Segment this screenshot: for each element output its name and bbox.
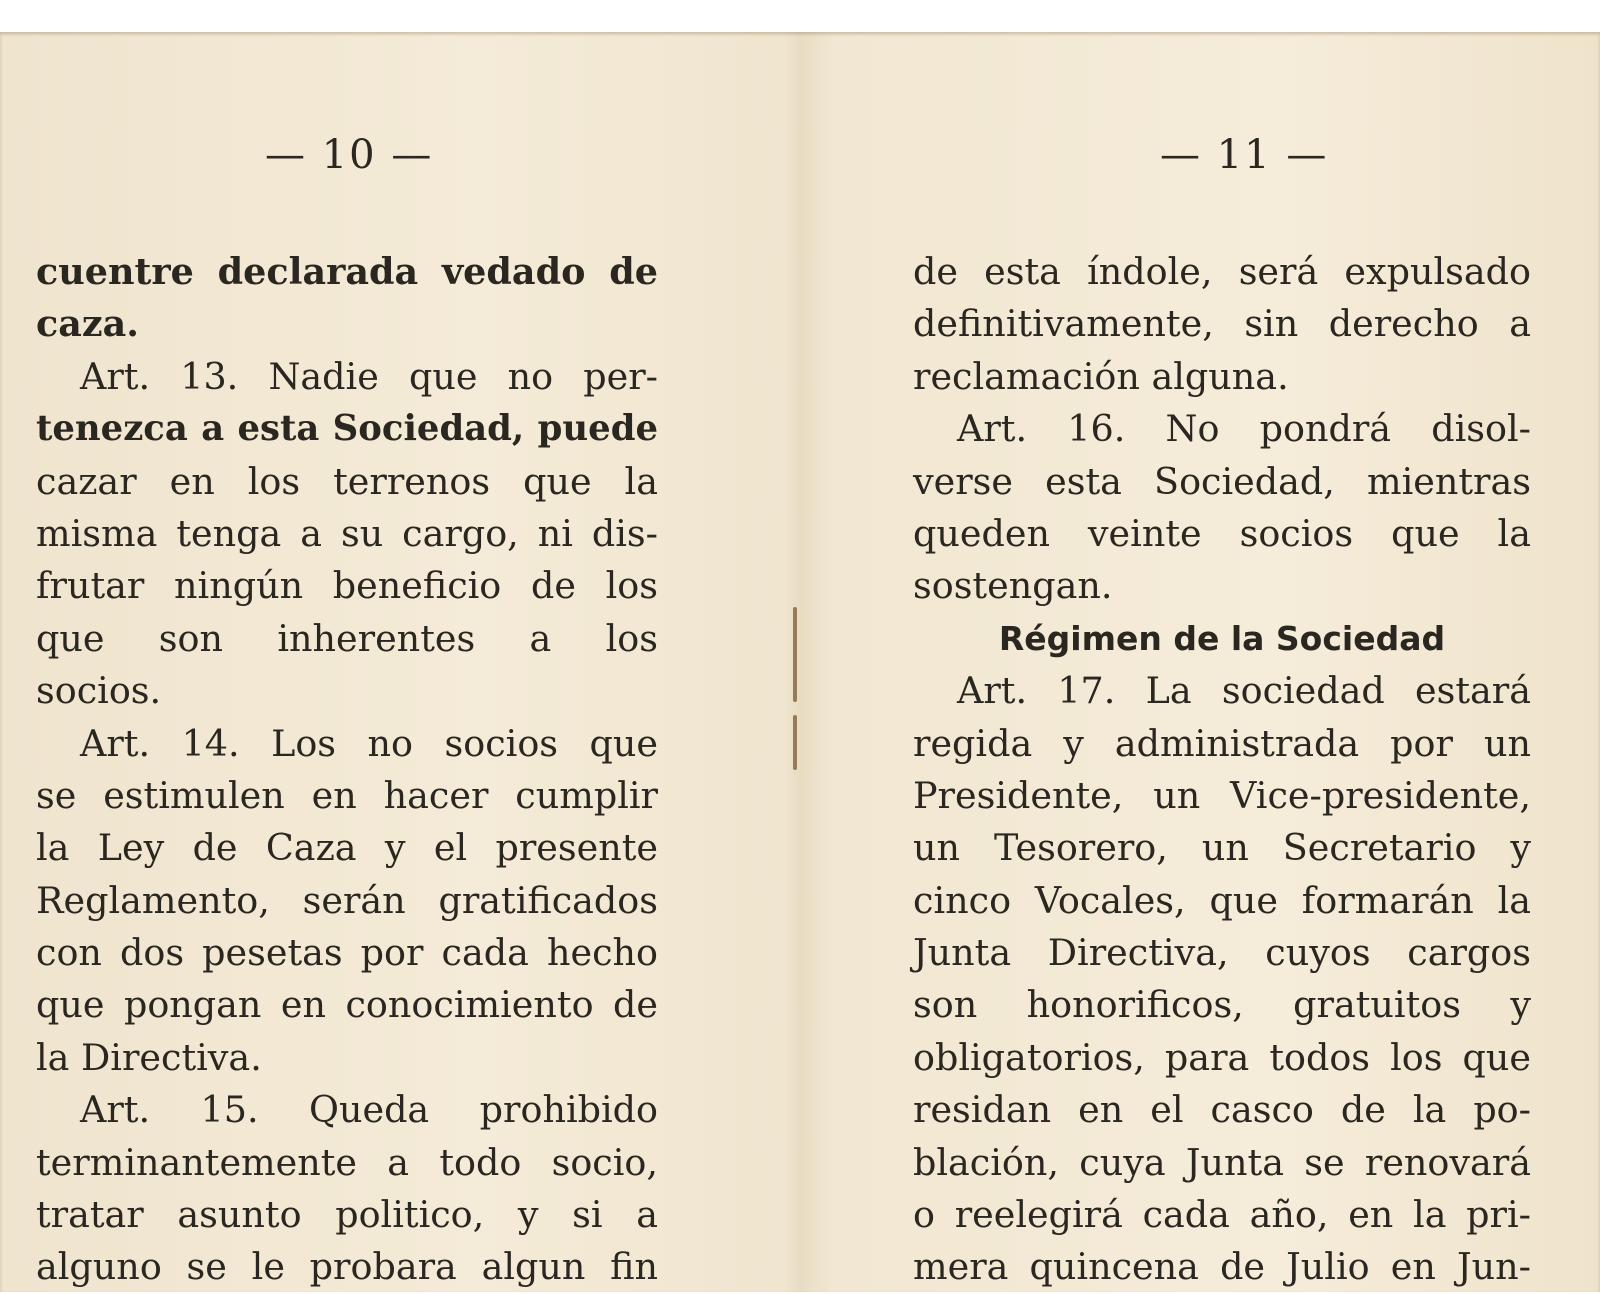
text-line: o reelegirá cada año, en la pri-	[913, 1193, 1531, 1237]
text-line: tenezca a esta Sociedad, puede	[36, 408, 658, 450]
left-page-number: — 10 —	[265, 132, 434, 178]
text-line: regida y administrada por un	[913, 721, 1531, 765]
text-line: alguno se le probara algun fin	[36, 1245, 658, 1289]
article-14-start: Art. 14. Los no socios que	[80, 721, 658, 765]
text-line: Presidente, un Vice-presidente,	[913, 773, 1531, 817]
text-line: obligatorios, para todos los que	[913, 1035, 1531, 1079]
text-line: la Ley de Caza y el presente	[36, 826, 658, 870]
text-line: que son inherentes a los	[36, 616, 658, 660]
article-16-start: Art. 16. No pondrá disol-	[957, 407, 1531, 451]
text-line: que pongan en conocimiento de	[36, 983, 658, 1027]
text-line: sostengan.	[913, 564, 1113, 608]
text-line: tratar asunto politico, y si a	[36, 1193, 658, 1237]
article-17-start: Art. 17. La sociedad estará	[957, 669, 1531, 713]
text-line: terminantemente a todo socio,	[36, 1140, 658, 1184]
text-line: Junta Directiva, cuyos cargos	[913, 931, 1531, 975]
text-line: frutar ningún beneficio de los	[36, 564, 658, 608]
text-line: residan en el casco de la po-	[913, 1088, 1531, 1132]
right-page	[800, 32, 1600, 1292]
text-line: son honorificos, gratuitos y	[913, 983, 1531, 1027]
text-line: socios.	[36, 669, 162, 713]
staple-mark	[793, 715, 797, 770]
article-13-start: Art. 13. Nadie que no per-	[80, 354, 658, 398]
text-line: misma tenga a su cargo, ni dis-	[36, 511, 658, 555]
text-line: definitivamente, sin derecho a	[913, 302, 1531, 346]
section-heading: Régimen de la Sociedad	[998, 618, 1446, 658]
right-page-text	[913, 246, 1531, 1294]
text-line: cinco Vocales, que formarán la	[913, 878, 1531, 922]
text-line: cuentre declarada vedado de	[36, 250, 658, 293]
text-line: Reglamento, serán gratificados	[36, 878, 658, 922]
text-line: se estimulen en hacer cumplir	[36, 773, 658, 817]
text-line: de esta índole, será expulsado	[913, 250, 1531, 293]
text-line: reclamación alguna.	[913, 354, 1289, 398]
text-line: caza.	[36, 302, 139, 346]
text-line: cazar en los terrenos que la	[36, 459, 658, 503]
text-line: queden veinte socios que la	[913, 511, 1531, 555]
text-line: blación, cuya Junta se renovará	[913, 1140, 1531, 1184]
left-page-text	[36, 246, 658, 1294]
text-line: con dos pesetas por cada hecho	[36, 931, 658, 975]
staple-mark	[793, 607, 797, 702]
text-line: un Tesorero, un Secretario y	[913, 826, 1531, 870]
booklet-spread	[0, 32, 1600, 1292]
text-line: verse esta Sociedad, mientras	[913, 459, 1531, 503]
right-page-number: — 11 —	[1160, 132, 1329, 178]
article-15-start: Art. 15. Queda prohibido	[80, 1088, 658, 1132]
left-page	[0, 32, 800, 1292]
text-line: mera quincena de Julio en Jun-	[913, 1245, 1531, 1289]
text-line: la Directiva.	[36, 1035, 262, 1079]
